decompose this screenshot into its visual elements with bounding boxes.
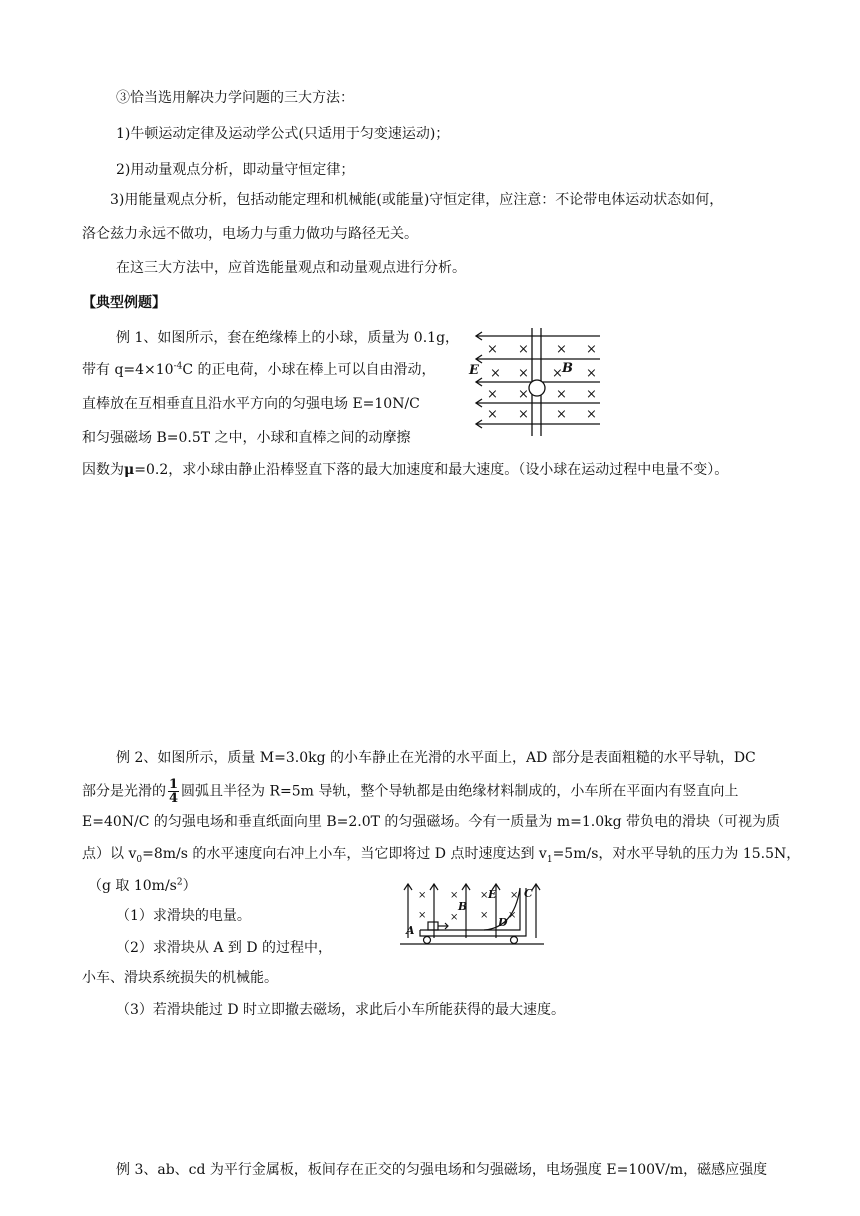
example2-line-2: 部分是光滑的 $\frac{1}{4}$ 圆弧且半径为 R=5m 导轨，整个导轨都是由绝缘材料制成的，小车所在平面内有竖直向上 bbox=[82, 777, 739, 806]
methods-summary: 在这三大方法中，应首选能量观点和动量观点进行分析。 bbox=[116, 260, 466, 276]
example1-line-2: 带有 $q=4\times 10^{-4}C$ 的正电荷，小球在棒上可以自由滑动， bbox=[82, 361, 436, 378]
example2-line-1: 例 2、如图所示，质量 M=3.0kg 的小车静止在光滑的水平面上，AD 部分是表面粗糙的水平导轨，DC bbox=[116, 750, 756, 766]
example2-line-5: （g 取 $10m/s^2$） bbox=[88, 877, 197, 894]
section-title: 【典型例题】 bbox=[82, 295, 166, 311]
cross-mark: × bbox=[480, 890, 489, 901]
cross-mark: × bbox=[518, 407, 529, 422]
cross-mark: × bbox=[518, 366, 529, 381]
label-a: A bbox=[406, 924, 415, 937]
label-c: C bbox=[524, 887, 533, 900]
cross-mark: × bbox=[487, 407, 498, 422]
quarter-fraction: $\frac{1}{4}$ bbox=[169, 777, 179, 806]
cross-mark: × bbox=[586, 407, 597, 422]
method-item-3-line-2: 洛仑兹力永远不做功，电场力与重力做功与路径无关。 bbox=[82, 226, 418, 242]
cross-mark: × bbox=[490, 366, 501, 381]
cross-mark: × bbox=[586, 366, 597, 381]
cross-mark: × bbox=[552, 366, 563, 381]
example2-line-4: 点）以 $v_0=8m/s$ 的水平速度向右冲上小车，当它即将过 D 点时速度达到 $v_1=5m/s$，对水平导轨的压力为 15.5N， bbox=[82, 846, 801, 865]
cross-mark: × bbox=[487, 342, 498, 357]
example1-line-3: 直棒放在互相垂直且沿水平方向的匀强电场 E=10N/C bbox=[82, 396, 420, 412]
example1-line-1: 例 1、如图所示，套在绝缘棒上的小球，质量为 0.1g， bbox=[116, 330, 460, 346]
example2-question-2-cont: 小车、滑块系统损失的机械能。 bbox=[82, 970, 278, 986]
method-item-2: 2)用动量观点分析，即动量守恒定律； bbox=[116, 162, 355, 178]
example2-line-3: E=40N/C 的匀强电场和垂直纸面向里 B=2.0T 的匀强磁场。今有一质量为 m=1.0kg 带负电的滑块（可视为质 bbox=[82, 814, 781, 830]
example2-figure bbox=[398, 880, 548, 948]
example3-line-1: 例 3、ab、cd 为平行金属板，板间存在正交的匀强电场和匀强磁场，电场强度 E=100V/m，磁感应强度 bbox=[116, 1162, 768, 1178]
example1-figure bbox=[468, 326, 604, 438]
example2-question-3: （3）若滑块能过 D 时立即撤去磁场，求此后小车所能获得的最大速度。 bbox=[116, 1002, 566, 1018]
methods-heading: ③恰当选用解决力学问题的三大方法： bbox=[116, 90, 354, 106]
label-e: E bbox=[488, 888, 497, 901]
example2-question-1: （1）求滑块的电量。 bbox=[116, 908, 251, 924]
cross-mark: × bbox=[450, 890, 459, 901]
cross-mark: × bbox=[418, 910, 427, 921]
example2-question-2: （2）求滑块从 A 到 D 的过程中， bbox=[116, 940, 333, 956]
label-b: B bbox=[562, 361, 573, 376]
label-d: D bbox=[498, 916, 508, 929]
cross-mark: × bbox=[450, 912, 459, 923]
cross-mark: × bbox=[418, 890, 427, 901]
example1-line-5: 因数为μ=0.2，求小球由静止沿棒竖直下落的最大加速度和最大速度。（设小球在运动过程中电量不变）。 bbox=[82, 462, 729, 478]
cross-mark: × bbox=[556, 342, 567, 357]
method-item-1: 1)牛顿运动定律及运动学公式(只适用于匀变速运动)； bbox=[116, 126, 450, 142]
method-item-3-line-1: 3)用能量观点分析，包括动能定理和机械能(或能量)守恒定律，应注意：不论带电体运动状态如何， bbox=[110, 192, 724, 208]
example1-line-4: 和匀强磁场 B=0.5T 之中，小球和直棒之间的动摩擦 bbox=[82, 430, 411, 446]
cross-mark: × bbox=[586, 387, 597, 402]
cross-mark: × bbox=[586, 342, 597, 357]
cross-mark: × bbox=[556, 407, 567, 422]
cross-mark: × bbox=[510, 890, 519, 901]
cross-mark: × bbox=[480, 910, 489, 921]
label-e: E bbox=[469, 363, 479, 378]
label-b: B bbox=[458, 900, 468, 913]
cross-mark: × bbox=[487, 387, 498, 402]
cross-mark: × bbox=[518, 387, 529, 402]
cross-mark: × bbox=[518, 342, 529, 357]
cross-mark: × bbox=[556, 387, 567, 402]
cross-mark: × bbox=[508, 910, 517, 921]
